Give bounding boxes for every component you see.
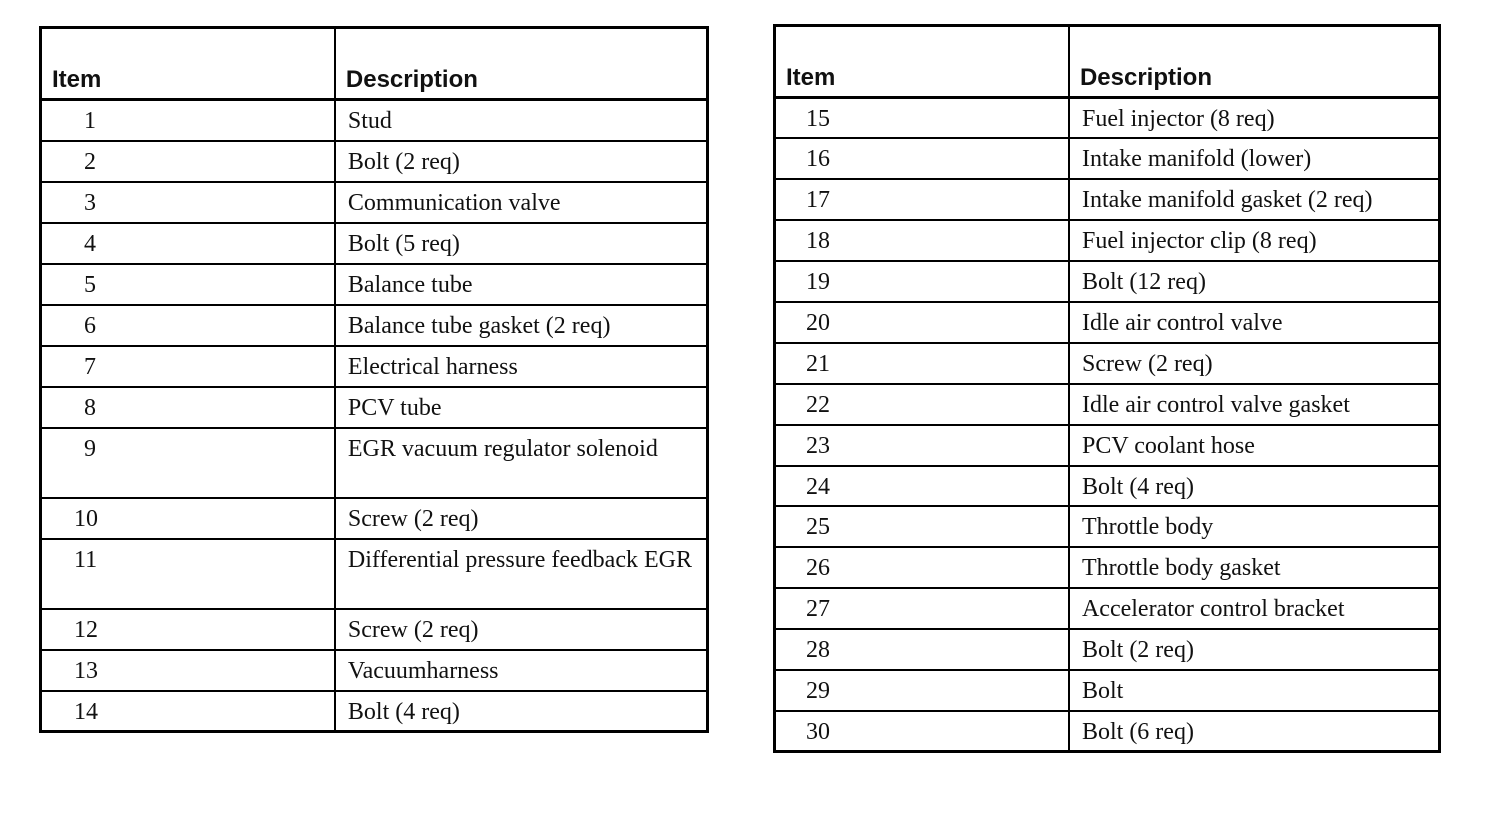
item-description: PCV tube (335, 387, 708, 428)
item-number: 23 (775, 425, 1069, 466)
item-number: 25 (775, 506, 1069, 547)
parts-table-right (773, 24, 1441, 753)
item-description: Differential pressure feedback EGR (335, 539, 708, 609)
table-row (775, 384, 1440, 425)
item-number: 1 (41, 100, 335, 141)
item-description: Screw (2 req) (1069, 343, 1440, 384)
table-row (775, 466, 1440, 507)
column-header-item: Item (41, 28, 335, 100)
item-number: 13 (41, 650, 335, 691)
item-number: 15 (775, 98, 1069, 139)
item-number: 26 (775, 547, 1069, 588)
table-row (41, 428, 708, 498)
table-row (775, 711, 1440, 752)
item-description: Fuel injector clip (8 req) (1069, 220, 1440, 261)
item-description: Throttle body gasket (1069, 547, 1440, 588)
item-description: Fuel injector (8 req) (1069, 98, 1440, 139)
table-row (775, 425, 1440, 466)
item-description: EGR vacuum regulator solenoid (335, 428, 708, 498)
item-number: 21 (775, 343, 1069, 384)
item-number: 29 (775, 670, 1069, 711)
table-row (775, 220, 1440, 261)
item-number: 14 (41, 691, 335, 732)
item-description: Idle air control valve (1069, 302, 1440, 343)
table-row (41, 498, 708, 539)
item-description: Bolt (1069, 670, 1440, 711)
item-number: 18 (775, 220, 1069, 261)
item-description: Accelerator control bracket (1069, 588, 1440, 629)
parts-table-left (39, 26, 709, 733)
item-number: 10 (41, 498, 335, 539)
item-description: Balance tube (335, 264, 708, 305)
item-description: Electrical harness (335, 346, 708, 387)
item-number: 30 (775, 711, 1069, 752)
table-row (775, 588, 1440, 629)
table-row (41, 539, 708, 609)
table-row (41, 387, 708, 428)
item-number: 20 (775, 302, 1069, 343)
item-description: Throttle body (1069, 506, 1440, 547)
item-description: Bolt (12 req) (1069, 261, 1440, 302)
table-row (775, 629, 1440, 670)
table-row (775, 506, 1440, 547)
item-description: Bolt (4 req) (1069, 466, 1440, 507)
table-header-row (775, 26, 1440, 98)
item-number: 7 (41, 346, 335, 387)
column-header-item: Item (775, 26, 1069, 98)
table-row (41, 691, 708, 732)
table-row (41, 346, 708, 387)
item-description: Bolt (6 req) (1069, 711, 1440, 752)
table-row (41, 141, 708, 182)
table-row (775, 302, 1440, 343)
item-number: 6 (41, 305, 335, 346)
table-row (41, 264, 708, 305)
item-description: Communication valve (335, 182, 708, 223)
item-number: 28 (775, 629, 1069, 670)
item-number: 8 (41, 387, 335, 428)
item-description: Screw (2 req) (335, 498, 708, 539)
item-description: Balance tube gasket (2 req) (335, 305, 708, 346)
table-row (41, 100, 708, 141)
table-row (41, 609, 708, 650)
table-row (41, 305, 708, 346)
table-row (775, 343, 1440, 384)
item-number: 24 (775, 466, 1069, 507)
table-row (775, 547, 1440, 588)
table-row (775, 138, 1440, 179)
item-number: 9 (41, 428, 335, 498)
table-row (775, 261, 1440, 302)
item-description: Bolt (2 req) (335, 141, 708, 182)
item-number: 11 (41, 539, 335, 609)
table-row (41, 182, 708, 223)
item-description: Vacuumharness (335, 650, 708, 691)
item-description: Bolt (2 req) (1069, 629, 1440, 670)
table-row (41, 223, 708, 264)
table-row (41, 650, 708, 691)
column-header-description: Description (1069, 26, 1440, 98)
item-number: 22 (775, 384, 1069, 425)
item-number: 2 (41, 141, 335, 182)
item-description: Stud (335, 100, 708, 141)
item-description: Idle air control valve gasket (1069, 384, 1440, 425)
item-description: PCV coolant hose (1069, 425, 1440, 466)
item-number: 12 (41, 609, 335, 650)
item-description: Bolt (4 req) (335, 691, 708, 732)
table-row (775, 98, 1440, 139)
item-number: 19 (775, 261, 1069, 302)
item-number: 3 (41, 182, 335, 223)
column-header-description: Description (335, 28, 708, 100)
item-number: 27 (775, 588, 1069, 629)
item-description: Intake manifold (lower) (1069, 138, 1440, 179)
item-number: 5 (41, 264, 335, 305)
item-number: 16 (775, 138, 1069, 179)
item-number: 17 (775, 179, 1069, 220)
item-number: 4 (41, 223, 335, 264)
item-description: Screw (2 req) (335, 609, 708, 650)
table-row (775, 179, 1440, 220)
table-row (775, 670, 1440, 711)
item-description: Intake manifold gasket (2 req) (1069, 179, 1440, 220)
item-description: Bolt (5 req) (335, 223, 708, 264)
table-header-row (41, 28, 708, 100)
